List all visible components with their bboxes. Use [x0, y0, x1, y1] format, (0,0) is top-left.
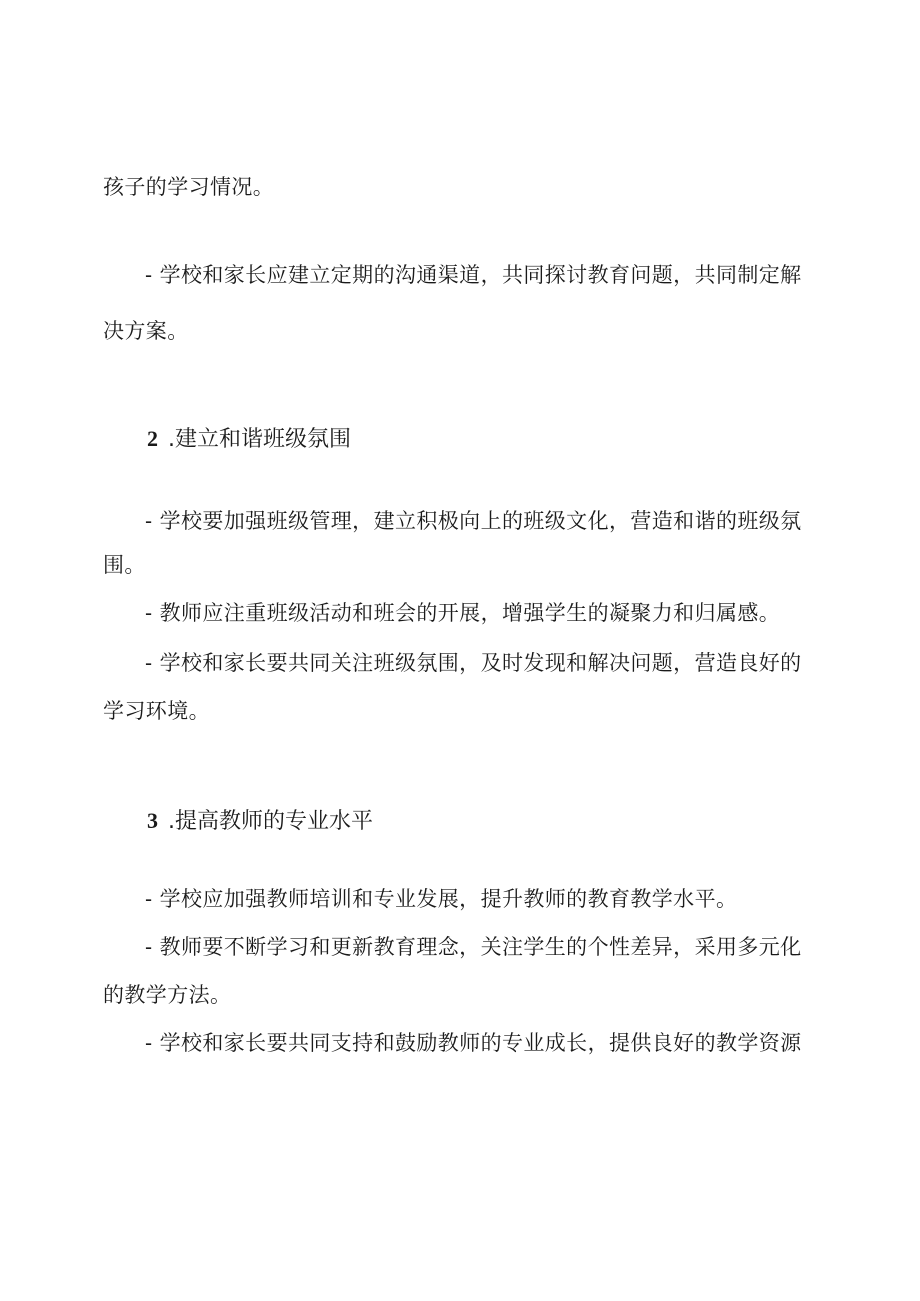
list-item-line: - 教师应注重班级活动和班会的开展，增强学生的凝聚力和归属感。 [145, 601, 781, 625]
list-item-line: 学习环境。 [103, 699, 210, 723]
section-number: 3 [147, 808, 158, 833]
list-item-line: - 学校和家长要共同关注班级氛围，及时发现和解决问题，营造良好的 [145, 651, 802, 675]
list-item-line: 围。 [103, 553, 146, 577]
list-item-line: 决方案。 [103, 319, 189, 343]
section-title: .建立和谐班级氛围 [168, 427, 351, 452]
list-item-line: - 学校和家长要共同支持和鼓励教师的专业成长，提供良好的教学资源 [145, 1031, 802, 1055]
list-item-line: - 教师要不断学习和更新教育理念，关注学生的个性差异，采用多元化 [145, 935, 802, 959]
list-item-line: - 学校要加强班级管理，建立积极向上的班级文化，营造和谐的班级氛 [145, 509, 802, 533]
section-heading [147, 424, 351, 455]
list-item-line: 的教学方法。 [103, 983, 232, 1007]
section-heading [147, 806, 373, 837]
paragraph-continuation: 孩子的学习情况。 [103, 175, 275, 199]
list-item-line: - 学校应加强教师培训和专业发展，提升教师的教育教学水平。 [145, 887, 738, 911]
section-number: 2 [147, 426, 158, 451]
list-item-line: - 学校和家长应建立定期的沟通渠道，共同探讨教育问题，共同制定解 [145, 263, 802, 287]
section-title: .提高教师的专业水平 [168, 809, 373, 834]
